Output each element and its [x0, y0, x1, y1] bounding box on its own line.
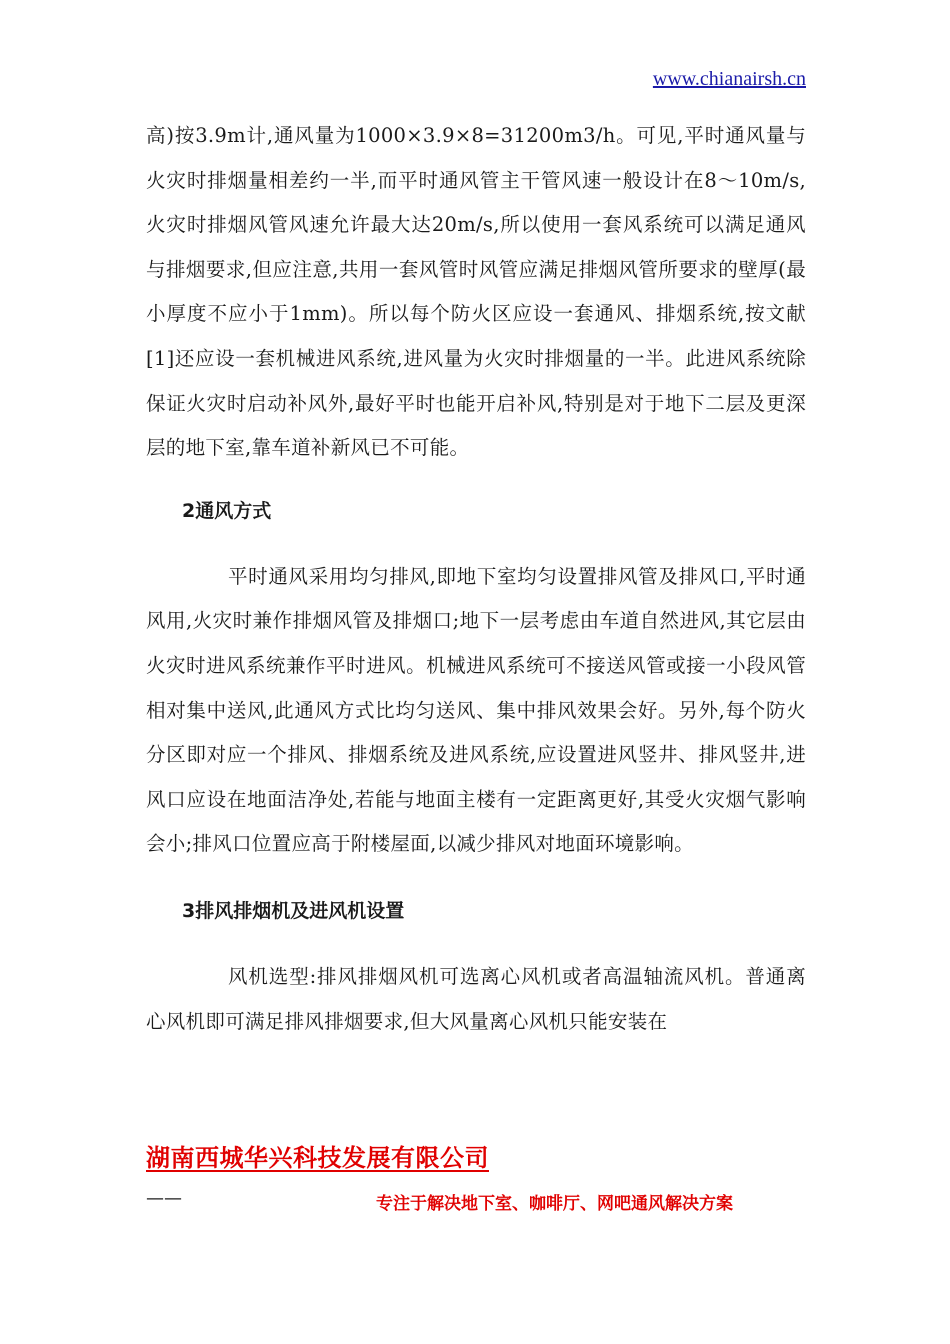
section-heading-2: 2通风方式: [182, 499, 272, 522]
document-body: [146, 114, 806, 1044]
body-paragraph-3: 风机选型:排风排烟风机可选离心风机或者高温轴流风机。普通离心风机即可满足排风排烟要求,但大风量离心风机只能安装在: [146, 964, 806, 1033]
website-link[interactable]: www.chianairsh.cn: [652, 68, 806, 90]
footer-company-name: 湖南西城华兴科技发展有限公司: [146, 1144, 489, 1172]
section-heading-3: 3排风排烟机及进风机设置: [182, 899, 405, 922]
footer-dash: ——: [146, 1188, 182, 1209]
body-paragraph-1: 高)按3.9m计,通风量为1000×3.9×8=31200m3/h。可见,平时通风量与火灾时排烟量相差约一半,而平时通风管主干管风速一般设计在8～10m/s,火灾时排烟风管风速允许最大达20m/s,所以使用一套风系统可以满足通风与排烟要求,但应注意,共用一套风管时风管应满足排烟风管所要求的壁厚(最小厚度不应小于1mm)。所以每个防火区应设一套通风、排烟系统,按文献[1]还应设一套机械进风系统,进风量为火灾时排烟量的一半。此进风系统除保证火灾时启动补风外,最好平时也能开启补风,特别是对于地下二层及更深层的地下室,靠车道补新风已不可能。: [146, 124, 806, 460]
body-paragraph-2: 平时通风采用均匀排风,即地下室均匀设置排风管及排风口,平时通风用,火灾时兼作排烟风管及排烟口;地下一层考虑由车道自然进风,其它层由火灾时进风系统兼作平时进风。机械进风系统可不接送风管或接一小段风管相对集中送风,此通风方式比均匀送风、集中排风效果会好。另外,每个防火分区即对应一个排风、排烟系统及进风系统,应设置进风竖井、排风竖井,进风口应设在地面洁净处,若能与地面主楼有一定距离更好,其受火灾烟气影响会小;排风口位置应高于附楼屋面,以减少排风对地面环境影响。: [146, 564, 806, 856]
footer-slogan: 专注于解决地下室、咖啡厅、网吧通风解决方案: [376, 1194, 733, 1214]
